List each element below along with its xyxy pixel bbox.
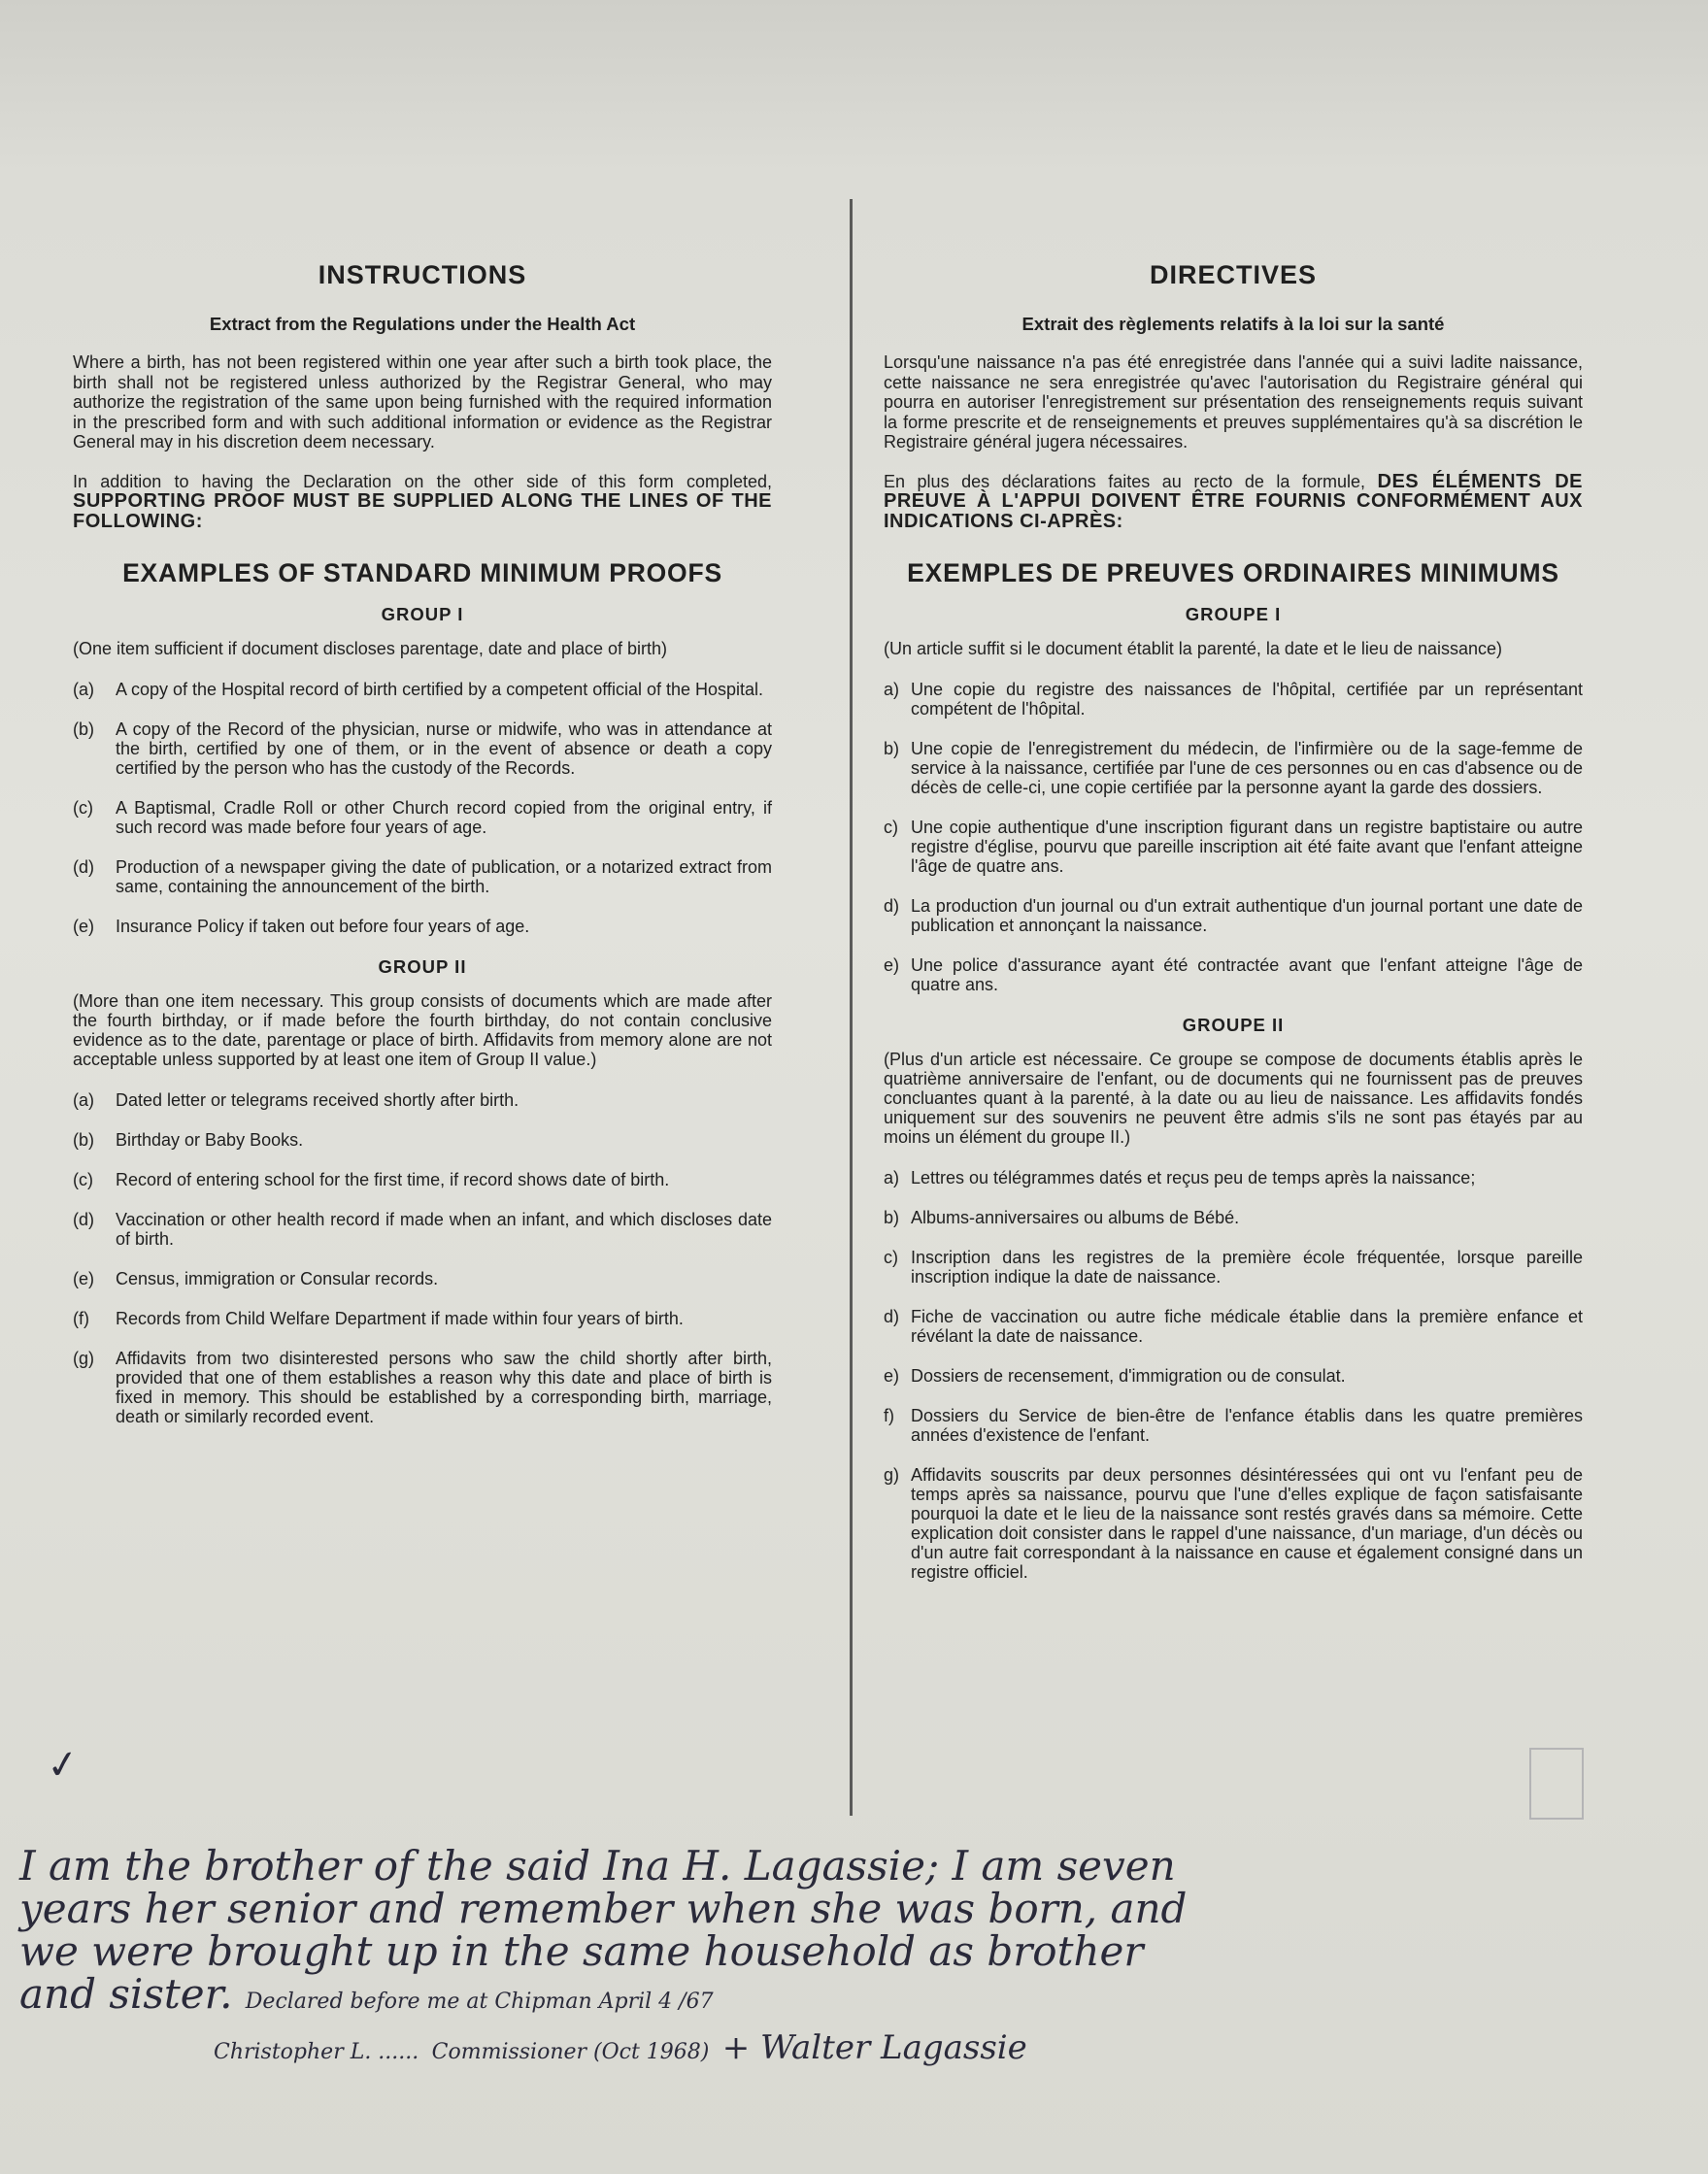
group-1-note: (One item sufficient if document discloses parentage, date and place of birth) xyxy=(73,639,668,658)
groupe-2-item xyxy=(884,1406,1583,1445)
item-text: A Baptismal, Cradle Roll or other Church record copied from the original entry, if such record was made before four years of age. xyxy=(116,798,772,837)
directives-paragraph-2 xyxy=(884,472,1583,532)
item-label: e) xyxy=(884,1366,900,1386)
group-2-item xyxy=(73,1210,772,1249)
item-text: Inscription dans les registres de la première école fréquentée, lorsque pareille inscription indique la date de naissance. xyxy=(911,1248,1583,1287)
exemples-heading: EXEMPLES DE PREUVES ORDINAIRES MINIMUMS xyxy=(907,558,1559,587)
item-text: La production d'un journal ou d'un extrait authentique d'un journal portant une date de publication et annonçant la naissance. xyxy=(911,896,1583,935)
handwritten-line-2: years her senior and remember when she was born, and xyxy=(19,1885,1188,1932)
item-label: (d) xyxy=(73,1210,94,1229)
checkmark-icon: ✓ xyxy=(43,1740,83,1790)
item-text: Census, immigration or Consular records. xyxy=(116,1269,439,1288)
groupe-2-item xyxy=(884,1248,1583,1287)
item-label: b) xyxy=(884,739,900,758)
groupe-1-item xyxy=(884,955,1583,994)
item-label: (g) xyxy=(73,1349,94,1368)
item-label: (e) xyxy=(73,917,94,936)
groupe-2-item xyxy=(884,1307,1583,1346)
item-text: Vaccination or other health record if made when an infant, and which discloses date of birth. xyxy=(116,1210,772,1249)
faint-stamp xyxy=(1529,1748,1584,1820)
paragraph-2-caps: SUPPORTING PROOF MUST BE SUPPLIED ALONG THE LINES OF THE FOLLOWING: xyxy=(73,490,772,532)
group-2-title: GROUP II xyxy=(378,956,467,977)
examples-heading: EXAMPLES OF STANDARD MINIMUM PROOFS xyxy=(122,558,722,587)
item-label: c) xyxy=(884,818,898,837)
item-text: Albums-anniversaires ou albums de Bébé. xyxy=(911,1208,1240,1227)
item-text: Record of entering school for the first time, if record shows date of birth. xyxy=(116,1170,670,1189)
item-text: Insurance Policy if taken out before four years of age. xyxy=(116,917,530,936)
groupe-1-title: GROUPE I xyxy=(1185,604,1282,624)
paragraph-2-intro: En plus des déclarations faites au recto de la formule, xyxy=(884,471,1378,491)
groupe-1-item xyxy=(884,896,1583,935)
item-label: (c) xyxy=(73,1170,93,1189)
declared-before-text: Declared before me at Chipman April 4 /67 xyxy=(245,1990,714,2014)
directives-title: DIRECTIVES xyxy=(1149,260,1318,289)
item-label: (d) xyxy=(73,857,94,877)
directives-paragraph-1: Lorsqu'une naissance n'a pas été enregistrée dans l'année qui a suivi ladite naissance, cette naissance ne sera enregistrée qu'avec l'autorisation du Registraire général qui pourra en autoriser l'enregistrement sur présentation des renseignements requis suivant la forme prescrite et de renseignements et preuves supplémentaires qu'à sa discrétion le Registraire général jugera nécessaires. xyxy=(884,352,1583,452)
item-label: (c) xyxy=(73,798,93,818)
paragraph-2-intro: In addition to having the Declaration on the other side of this form completed, xyxy=(73,471,772,491)
instructions-paragraph-1: Where a birth, has not been registered within one year after such a birth took place, the birth shall not be registered unless authorized by the Registrar General, who may authorize the registration of the same upon being furnished with the required information in the prescribed form and with such additional information or evidence as the Registrar General may in his discretion deem necessary. xyxy=(73,352,772,452)
groupe-2-item xyxy=(884,1465,1583,1582)
groupe-2-item xyxy=(884,1168,1583,1187)
item-label: (b) xyxy=(73,719,94,739)
group-2-item xyxy=(73,1349,772,1426)
group-2-item xyxy=(73,1309,772,1328)
handwritten-declaration xyxy=(19,1842,1690,2074)
groupe-1-item xyxy=(884,818,1583,876)
group-2-item xyxy=(73,1090,772,1110)
group-1-item xyxy=(73,680,772,699)
item-text: Fiche de vaccination ou autre fiche médicale établie dans la première enfance et révélant la date de naissance. xyxy=(911,1307,1583,1346)
item-text: Birthday or Baby Books. xyxy=(116,1130,304,1150)
english-column xyxy=(73,260,772,1447)
item-text: Records from Child Welfare Department if made within four years of birth. xyxy=(116,1309,684,1328)
declarant-signature: + Walter Lagassie xyxy=(721,2028,1027,2067)
item-text: Une copie authentique d'une inscription figurant dans un registre baptistaire ou autre registre d'église, pourvu que pareille inscription ait été faite avant que l'enfant atteigne l'âge de quatre ans. xyxy=(911,818,1583,876)
directives-subtitle: Extrait des règlements relatifs à la loi sur la santé xyxy=(1021,314,1445,334)
instructions-title: INSTRUCTIONS xyxy=(318,260,527,289)
instructions-paragraph-2 xyxy=(73,472,772,532)
group-1-item xyxy=(73,917,772,936)
groupe-2-item xyxy=(884,1366,1583,1386)
handwritten-line-1: I am the brother of the said Ina H. Lagassie; I am seven xyxy=(19,1842,1176,1890)
instructions-subtitle: Extract from the Regulations under the Health Act xyxy=(209,314,636,334)
item-text: Dated letter or telegrams received shortly after birth. xyxy=(116,1090,519,1110)
group-2-note: (More than one item necessary. This group consists of documents which are made after the fourth birthday, or if made before the fourth birthday, do not contain conclusive evidence as to the date, parentage or place of birth. Affidavits from memory alone are not acceptable unless supported by at least one item of Group II value.) xyxy=(73,991,772,1069)
item-label: d) xyxy=(884,896,900,916)
groupe-2-title: GROUPE II xyxy=(1182,1015,1285,1035)
item-text: Affidavits souscrits par deux personnes désintéressées qui ont vu l'enfant peu de temps après sa naissance, pourvu que l'une d'elles explique de façon satisfaisante pourquoi la date et le lieu de la naissance sont restés gravés dans sa mémoire. Cette explication doit consister dans le rappel d'une naissance, d'un mariage, d'un décès ou d'un autre fait correspondant à la naissance en cause et également consigné dans un registre officiel. xyxy=(911,1465,1583,1582)
item-label: (b) xyxy=(73,1130,94,1150)
item-label: (e) xyxy=(73,1269,94,1288)
handwritten-line-4 xyxy=(19,1970,1690,2023)
handwritten-line-3: we were brought up in the same household as brother xyxy=(19,1927,1144,1975)
item-text: A copy of the Hospital record of birth certified by a competent official of the Hospital. xyxy=(116,680,764,699)
item-text: Dossiers du Service de bien-être de l'enfance établis dans les quatre premières années d'existence de l'enfant. xyxy=(911,1406,1583,1445)
item-label: (a) xyxy=(73,1090,94,1110)
group-1-item xyxy=(73,857,772,896)
handwritten-and-sister: and sister. xyxy=(19,1970,233,2018)
column-divider xyxy=(850,199,853,1816)
group-1-item xyxy=(73,719,772,778)
item-label: d) xyxy=(884,1307,900,1326)
groupe-1-item xyxy=(884,680,1583,719)
item-label: a) xyxy=(884,1168,900,1187)
item-label: c) xyxy=(884,1248,898,1267)
french-column xyxy=(884,260,1583,1602)
group-1-title: GROUP I xyxy=(381,604,464,624)
item-text: Une copie de l'enregistrement du médecin, de l'infirmière ou de la sage-femme de service à la naissance, certifiée par l'une de ces personnes ou en cas d'absence ou de décès de celle-ci, une copie certifiée par la personne ayant la garde des dossiers. xyxy=(911,739,1583,797)
groupe-2-item xyxy=(884,1208,1583,1227)
item-text: Une police d'assurance ayant été contractée avant que l'enfant atteigne l'âge de quatre ans. xyxy=(911,955,1583,994)
item-label: e) xyxy=(884,955,900,975)
item-label: f) xyxy=(884,1406,894,1425)
item-text: Une copie du registre des naissances de l'hôpital, certifiée par un représentant compétent de l'hôpital. xyxy=(911,680,1583,719)
commissioner-signature: Christopher L. ...... xyxy=(214,2040,419,2064)
group-1-item xyxy=(73,798,772,837)
group-2-item xyxy=(73,1269,772,1288)
item-text: Production of a newspaper giving the date of publication, or a notarized extract from same, containing the announcement of the birth. xyxy=(116,857,772,896)
groupe-1-note: (Un article suffit si le document établit la parenté, la date et le lieu de naissance) xyxy=(884,639,1503,658)
groupe-2-note: (Plus d'un article est nécessaire. Ce groupe se compose de documents établis après le quatrième anniversaire de l'enfant, ou de documents qui ne fournissent pas de preuves concluantes quant à la parenté, à la date ou au lieu de naissance. Les affidavits fondés uniquement sur des souvenirs ne peuvent être admis s'ils ne sont pas étayés par au moins un élément du groupe II.) xyxy=(884,1050,1583,1147)
item-label: (a) xyxy=(73,680,94,699)
groupe-1-item xyxy=(884,739,1583,797)
handwritten-line-5 xyxy=(19,2023,1690,2074)
paragraph-2-caps: DES ÉLÉMENTS DE PREUVE À L'APPUI DOIVENT ÊTRE FOURNIS CONFORMÉMENT AUX INDICATIONS CI-APRÈS: xyxy=(884,470,1583,532)
item-label: a) xyxy=(884,680,900,699)
item-text: A copy of the Record of the physician, nurse or midwife, who was in attendance at the birth, certified by one of them, or in the event of absence or death a copy certified by the person who has the custody of the Records. xyxy=(116,719,772,778)
item-text: Dossiers de recensement, d'immigration ou de consulat. xyxy=(911,1366,1346,1386)
item-label: b) xyxy=(884,1208,900,1227)
group-2-item xyxy=(73,1170,772,1189)
item-label: (f) xyxy=(73,1309,89,1328)
group-2-item xyxy=(73,1130,772,1150)
item-text: Affidavits from two disinterested persons who saw the child shortly after birth, provided that one of them establishes a reason why this date and place of birth is fixed in memory. This should be established by a corresponding birth, marriage, death or similarly recorded event. xyxy=(116,1349,772,1426)
item-text: Lettres ou télégrammes datés et reçus peu de temps après la naissance; xyxy=(911,1168,1476,1187)
item-label: g) xyxy=(884,1465,900,1485)
commissioner-title: Commissioner (Oct 1968) xyxy=(431,2040,710,2064)
